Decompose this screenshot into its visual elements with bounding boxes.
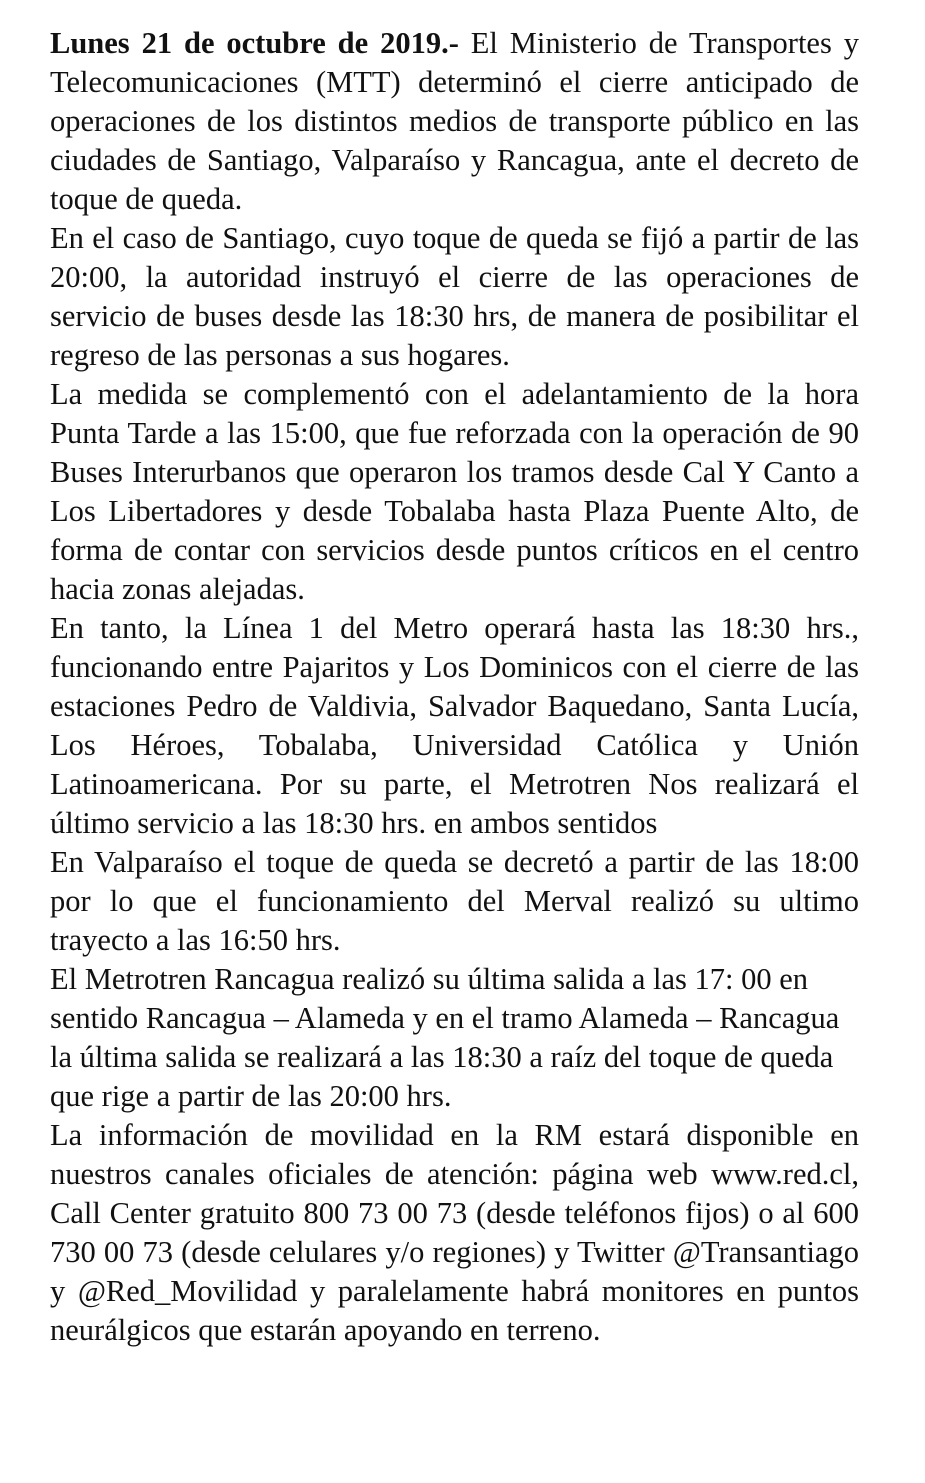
paragraph-rancagua: El Metrotren Rancagua realizó su última salida a las 17: 00 en sentido Rancagua – Alameda y en el tramo Alameda – Rancagua la última salida se realizará a las 18:30 a raíz del toque de queda que rige a partir de las 20:00 hrs. [50,962,840,1113]
dateline: Lunes 21 de octubre de 2019.- [50,26,459,60]
paragraph-valparaiso: En Valparaíso el toque de queda se decretó a partir de las 18:00 por lo que el funcionamiento del Merval realizó su ultimo trayecto a las 16:50 hrs. [50,845,859,957]
paragraph-metro-linea-1: En tanto, la Línea 1 del Metro operará hasta las 18:30 hrs., funcionando entre Pajaritos y Los Dominicos con el cierre de las estaciones Pedro de Valdivia, Salvador Baquedano, Santa Lucía, Los Héroes, Tobalaba, Universidad Católica y Unión Latinoamericana. Por su parte, el Metrotren Nos realizará el último servicio a las 18:30 hrs. en ambos sentidos [50,611,859,840]
paragraph-intro [50,24,859,219]
paragraph-intro-text: El Ministerio de Transportes y Telecomunicaciones (MTT) determinó el cierre anticipado de operaciones de los distintos medios de transporte público en las ciudades de Santiago, Valparaíso y Rancagua, ante el decreto de toque de queda. [50,26,859,216]
paragraph-santiago-buses: En el caso de Santiago, cuyo toque de queda se fijó a partir de las 20:00, la autoridad instruyó el cierre de las operaciones de servicio de buses desde las 18:30 hrs, de manera de posibilitar el regreso de las personas a sus hogares. [50,221,859,372]
paragraph-contact-info: La información de movilidad en la RM estará disponible en nuestros canales oficiales de atención: página web www.red.cl, Call Center gratuito 800 73 00 73 (desde teléfonos fijos) o al 600 730 00 73 (desde celulares y/o regiones) y Twitter @Transantiago y @Red_Movilidad y paralelamente habrá monitores en puntos neurálgicos que estarán apoyando en terreno. [50,1118,859,1347]
paragraph-punta-tarde: La medida se complementó con el adelantamiento de la hora Punta Tarde a las 15:00, que fue reforzada con la operación de 90 Buses Interurbanos que operaron los tramos desde Cal Y Canto a Los Libertadores y desde Tobalaba hasta Plaza Puente Alto, de forma de contar con servicios desde puntos críticos en el centro hacia zonas alejadas. [50,377,859,606]
